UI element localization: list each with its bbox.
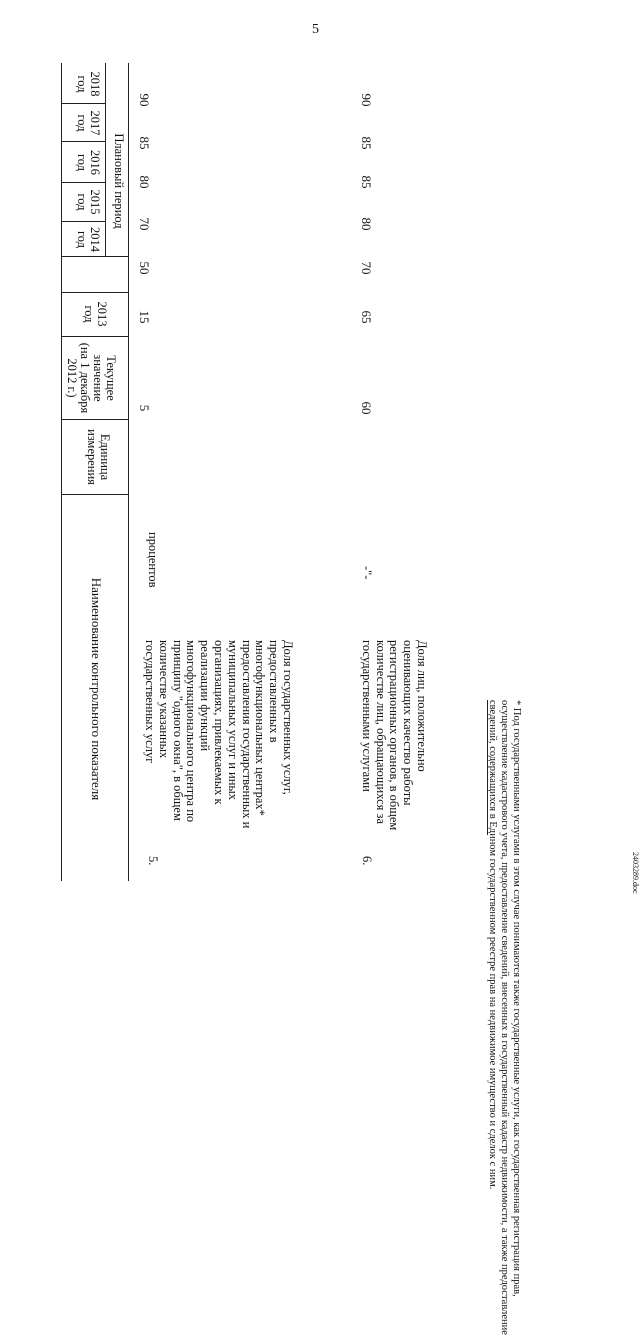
row-5-2017: 85 — [137, 136, 152, 150]
row-6-2016: 85 — [359, 175, 374, 189]
col-sep — [61, 292, 129, 293]
row-6-2015: 80 — [359, 217, 374, 231]
row-5-2014: 50 — [137, 261, 152, 275]
header-bottom-rule — [61, 63, 62, 881]
row-6-number: 6. — [360, 856, 374, 866]
table-header — [61, 63, 129, 881]
row-5-number: 5. — [146, 856, 160, 866]
header-unit: Единица измерения — [85, 429, 112, 485]
row-5-current: 5 — [137, 404, 152, 412]
header-2013: 2013 год — [82, 301, 109, 327]
col-sep — [61, 103, 106, 104]
header-year-2015: 2015 год — [75, 189, 102, 215]
row-6-2017: 85 — [359, 136, 374, 150]
row-5-2013: 15 — [137, 310, 152, 324]
row-6-2013: 65 — [359, 310, 374, 324]
row-5-2016: 80 — [137, 175, 152, 189]
row-5-unit: процентов — [146, 532, 160, 588]
header-year-2018: 2018 год — [75, 71, 102, 97]
header-year-2014: 2014 год — [75, 227, 102, 252]
header-name: Наименование контрольного показателя — [89, 577, 104, 801]
row-5-name: Доля государственных услуг, предоставленных в многофункциональных центрах* предоставления государственных и муниципальных услуг и иных организациях, привлекаемых к реализации функций многофункционального центра по принципу "одного окна", в общем количестве указанных государственных услуг — [143, 640, 295, 829]
col-sep — [61, 336, 129, 337]
col-sep — [61, 141, 106, 142]
col-sep — [61, 182, 106, 183]
row-6-2018: 90 — [359, 93, 374, 107]
row-5-2018: 90 — [137, 93, 152, 107]
row-5-2015: 70 — [137, 217, 152, 231]
plan-period-rule — [105, 63, 106, 256]
document-id: 2403289.doc — [631, 852, 640, 894]
header-current: Текущее значение (на 1 декабря 2012 г.) — [65, 342, 118, 414]
row-6-current: 60 — [359, 401, 374, 415]
page-number: 5 — [312, 22, 319, 37]
footnote: * Под государственными услугами в этом случае понимаются также государственные услуги, как государственная регистрация прав, осуществление кадастрового учета, предоставление сведений, внесенных в государственный кадастр недвижимости, а также предоставление сведений, содержащихся в Едином государственном реестре прав на недвижимое имущество и сделок с ним. — [487, 700, 522, 1335]
row-6-name: Доля лиц, положительно оценивающих качество работы регистрационных органов, в общем количестве лиц, обращающихся за государственными услугами — [359, 640, 429, 831]
header-year-2017: 2017 год — [75, 110, 102, 136]
header-year-2016: 2016 год — [75, 150, 102, 175]
header-plan-period: Плановый период — [112, 133, 126, 229]
header-top-rule — [128, 63, 129, 881]
col-sep — [61, 494, 129, 495]
col-sep — [61, 419, 129, 420]
row-6-unit: -"- — [360, 566, 374, 580]
row-6-2014: 70 — [359, 261, 374, 275]
col-sep — [61, 221, 106, 222]
